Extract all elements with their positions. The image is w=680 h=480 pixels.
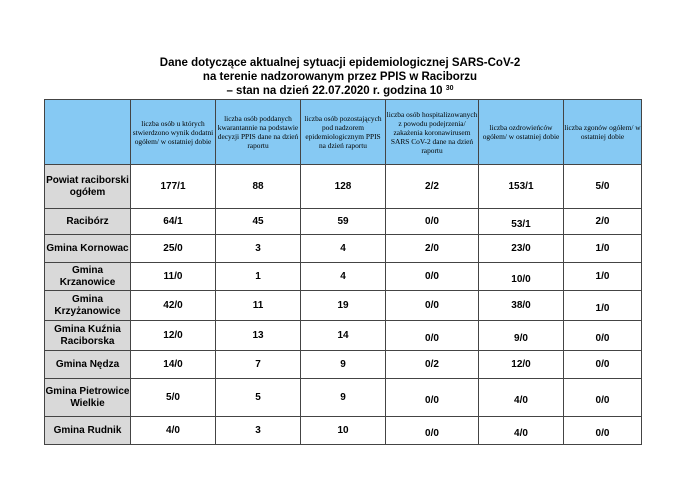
cell-supervision: 4 (301, 235, 386, 263)
cell-recovered: 153/1 (479, 165, 564, 209)
cell-positive: 14/0 (131, 351, 216, 379)
cell-recovered: 23/0 (479, 235, 564, 263)
cell-positive: 5/0 (131, 379, 216, 417)
header-corner-cell (45, 100, 131, 165)
header-deaths: liczba zgonów ogółem/ w ostatniej dobie (564, 100, 642, 165)
cell-deaths: 0/0 (564, 321, 642, 351)
title-line-2: na terenie nadzorowanym przez PPIS w Raciborzu (202, 71, 478, 83)
cell-recovered: 53/1 (479, 209, 564, 235)
title-line-1: Dane dotyczące aktualnej sytuacji epidemiologicznej SARS-CoV-2 (159, 57, 521, 69)
cell-deaths: 0/0 (564, 351, 642, 379)
cell-hospitalized: 0/0 (386, 263, 479, 291)
cell-positive: 25/0 (131, 235, 216, 263)
table-row (45, 291, 642, 321)
cell-deaths: 1/0 (564, 263, 642, 291)
cell-quarantine: 11 (216, 291, 301, 321)
title-hour-minutes: 30 (445, 85, 454, 92)
cell-recovered: 4/0 (479, 379, 564, 417)
cell-deaths: 1/0 (564, 235, 642, 263)
cell-deaths: 1/0 (564, 291, 642, 321)
cell-deaths: 0/0 (564, 417, 642, 445)
cell-recovered: 38/0 (479, 291, 564, 321)
epidemiology-table (44, 99, 642, 445)
cell-recovered: 9/0 (479, 321, 564, 351)
cell-quarantine: 3 (216, 235, 301, 263)
row-label: Gmina Kuźnia Raciborska (45, 321, 131, 351)
cell-recovered: 4/0 (479, 417, 564, 445)
cell-supervision: 9 (301, 351, 386, 379)
cell-quarantine: 5 (216, 379, 301, 417)
row-label: Gmina Kornowac (45, 235, 131, 263)
header-hospitalized: liczba osób hospitalizowanych z powodu podejrzenia/ zakażenia koronawirusem SARS CoV-2 dane na dzień raportu (386, 100, 479, 165)
cell-recovered: 12/0 (479, 351, 564, 379)
cell-supervision: 128 (301, 165, 386, 209)
table-header-row (45, 100, 642, 165)
table-row (45, 235, 642, 263)
cell-supervision: 59 (301, 209, 386, 235)
cell-positive: 42/0 (131, 291, 216, 321)
cell-deaths: 2/0 (564, 209, 642, 235)
cell-supervision: 19 (301, 291, 386, 321)
cell-quarantine: 13 (216, 321, 301, 351)
cell-hospitalized: 0/0 (386, 417, 479, 445)
cell-positive: 11/0 (131, 263, 216, 291)
table-row (45, 351, 642, 379)
row-label: Gmina Krzanowice (45, 263, 131, 291)
cell-supervision: 4 (301, 263, 386, 291)
cell-deaths: 0/0 (564, 379, 642, 417)
table-row (45, 379, 642, 417)
cell-supervision: 14 (301, 321, 386, 351)
cell-deaths: 5/0 (564, 165, 642, 209)
title-date: – stan na dzień 22.07.2020 r. godzina 10 (226, 85, 443, 97)
cell-hospitalized: 0/0 (386, 291, 479, 321)
row-label: Gmina Krzyżanowice (45, 291, 131, 321)
table-row (45, 417, 642, 445)
cell-positive: 4/0 (131, 417, 216, 445)
table-row (45, 209, 642, 235)
title-line-3 (0, 84, 680, 98)
cell-supervision: 10 (301, 417, 386, 445)
cell-quarantine: 45 (216, 209, 301, 235)
table-row (45, 321, 642, 351)
cell-hospitalized: 0/0 (386, 379, 479, 417)
cell-supervision: 9 (301, 379, 386, 417)
cell-positive: 177/1 (131, 165, 216, 209)
row-label: Gmina Nędza (45, 351, 131, 379)
cell-hospitalized: 0/0 (386, 209, 479, 235)
cell-hospitalized: 0/2 (386, 351, 479, 379)
row-label: Gmina Rudnik (45, 417, 131, 445)
cell-hospitalized: 0/0 (386, 321, 479, 351)
cell-recovered: 10/0 (479, 263, 564, 291)
row-label: Gmina Pietrowice Wielkie (45, 379, 131, 417)
row-label: Powiat raciborski ogółem (45, 165, 131, 209)
cell-hospitalized: 2/0 (386, 235, 479, 263)
cell-quarantine: 88 (216, 165, 301, 209)
header-recovered: liczba ozdrowieńców ogółem/ w ostatniej dobie (479, 100, 564, 165)
header-quarantine: liczba osób poddanych kwarantannie na podstawie decyzji PPIS dane na dzień raportu (216, 100, 301, 165)
report-title (0, 56, 680, 98)
table-row (45, 263, 642, 291)
cell-positive: 64/1 (131, 209, 216, 235)
table-row (45, 165, 642, 209)
cell-quarantine: 3 (216, 417, 301, 445)
cell-quarantine: 1 (216, 263, 301, 291)
row-label: Racibórz (45, 209, 131, 235)
header-positive-cases: liczba osób u których stwierdzono wynik dodatni ogółem/ w ostatniej dobie (131, 100, 216, 165)
cell-quarantine: 7 (216, 351, 301, 379)
cell-hospitalized: 2/2 (386, 165, 479, 209)
cell-positive: 12/0 (131, 321, 216, 351)
header-supervision: liczba osób pozostających pod nadzorem epidemiologicznym PPIS na dzień raportu (301, 100, 386, 165)
